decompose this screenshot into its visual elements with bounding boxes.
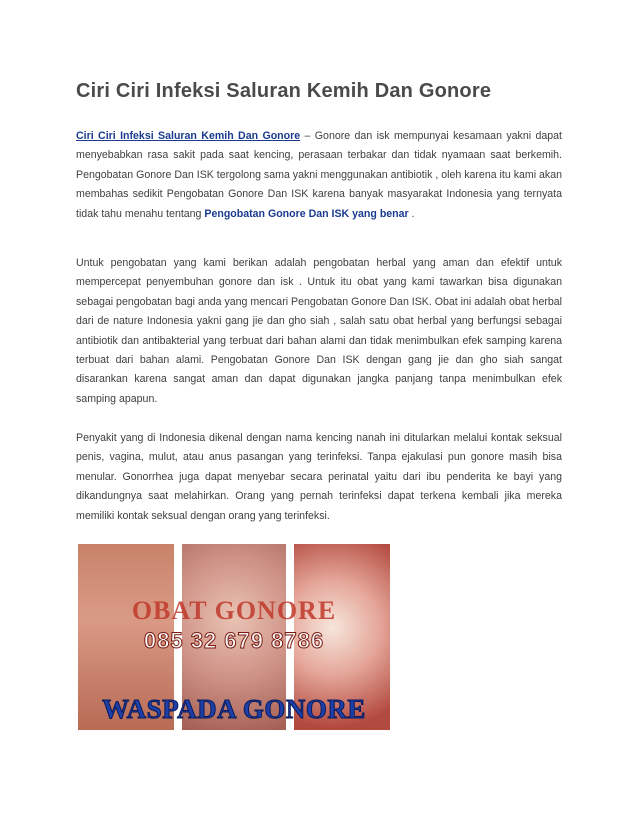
title-link[interactable]: Ciri Ciri Infeksi Saluran Kemih Dan Gonore — [76, 130, 301, 142]
paragraph-transmission: Penyakit yang di Indonesia dikenal dengan nama kencing nanah ini ditularkan melalui kontak seksual penis, vagina, mulut, atau anus pasangan yang terinfeksi. Tanpa ejakulasi pun gonore masih bisa menular. Gonorrhea juga dapat menyebar secara perinatal yaitu dari ibu penderita ke bayi yang dikandungnya saat melahirkan. Orang yang pernah terinfeksi dapat terkena kembali jika mereka memiliki kontak seksual dengan orang yang terinfeksi. — [76, 432, 562, 522]
paragraph-intro — [76, 127, 562, 224]
paragraph-intro-text: – Gonore dan isk mempunyai kesamaan yakni dapat menyebabkan rasa sakit pada saat kencing, perasaan terbakar dan tidak nyamaan saat berkemih. Pengobatan Gonore Dan ISK tergolong sama yakni menggunakan antibiotik , oleh karena itu kami akan membahas sedikit Pengobatan Gonore Dan ISK karena banyak masyarakat Indonesia yang ternyata tidak tahu menahu tentang — [76, 130, 562, 220]
image-brand-text: OBAT GONORE — [131, 596, 337, 625]
promo-image — [78, 544, 390, 730]
treatment-link[interactable]: Pengobatan Gonore Dan ISK yang benar — [204, 207, 409, 220]
paragraph-treatment: Untuk pengobatan yang kami berikan adalah pengobatan herbal yang aman dan efektif untuk mempercepat penyembuhan gonore dan isk . Untuk itu obat yang kami tawarkan bisa digunakan sebagai pengobatan bagi anda yang mencari Pengobatan Gonore Dan ISK. Obat ini adalah obat herbal dari de nature Indonesia yakni gang jie dan gho siah , salah satu obat herbal yang berfungsi sebagai antibiotik dan antibakterial yang terbuat dari bahan alami dan tidak menimbulkan efek samping karena terbuat dari bahan alami. Pengobatan Gonore Dan ISK dengan gang jie dan gho siah sangat disarankan karena sangat aman dan dapat digunakan jangka panjang tanpa menimbulkan efek samping apapun. — [76, 257, 562, 405]
document-title: Ciri Ciri Infeksi Saluran Kemih Dan Gonore — [76, 80, 492, 102]
paragraph-intro-end: . — [408, 207, 415, 220]
image-banner-text: WASPADA GONORE — [102, 694, 366, 724]
image-phone-text: 085 32 679 8786 — [143, 628, 325, 653]
